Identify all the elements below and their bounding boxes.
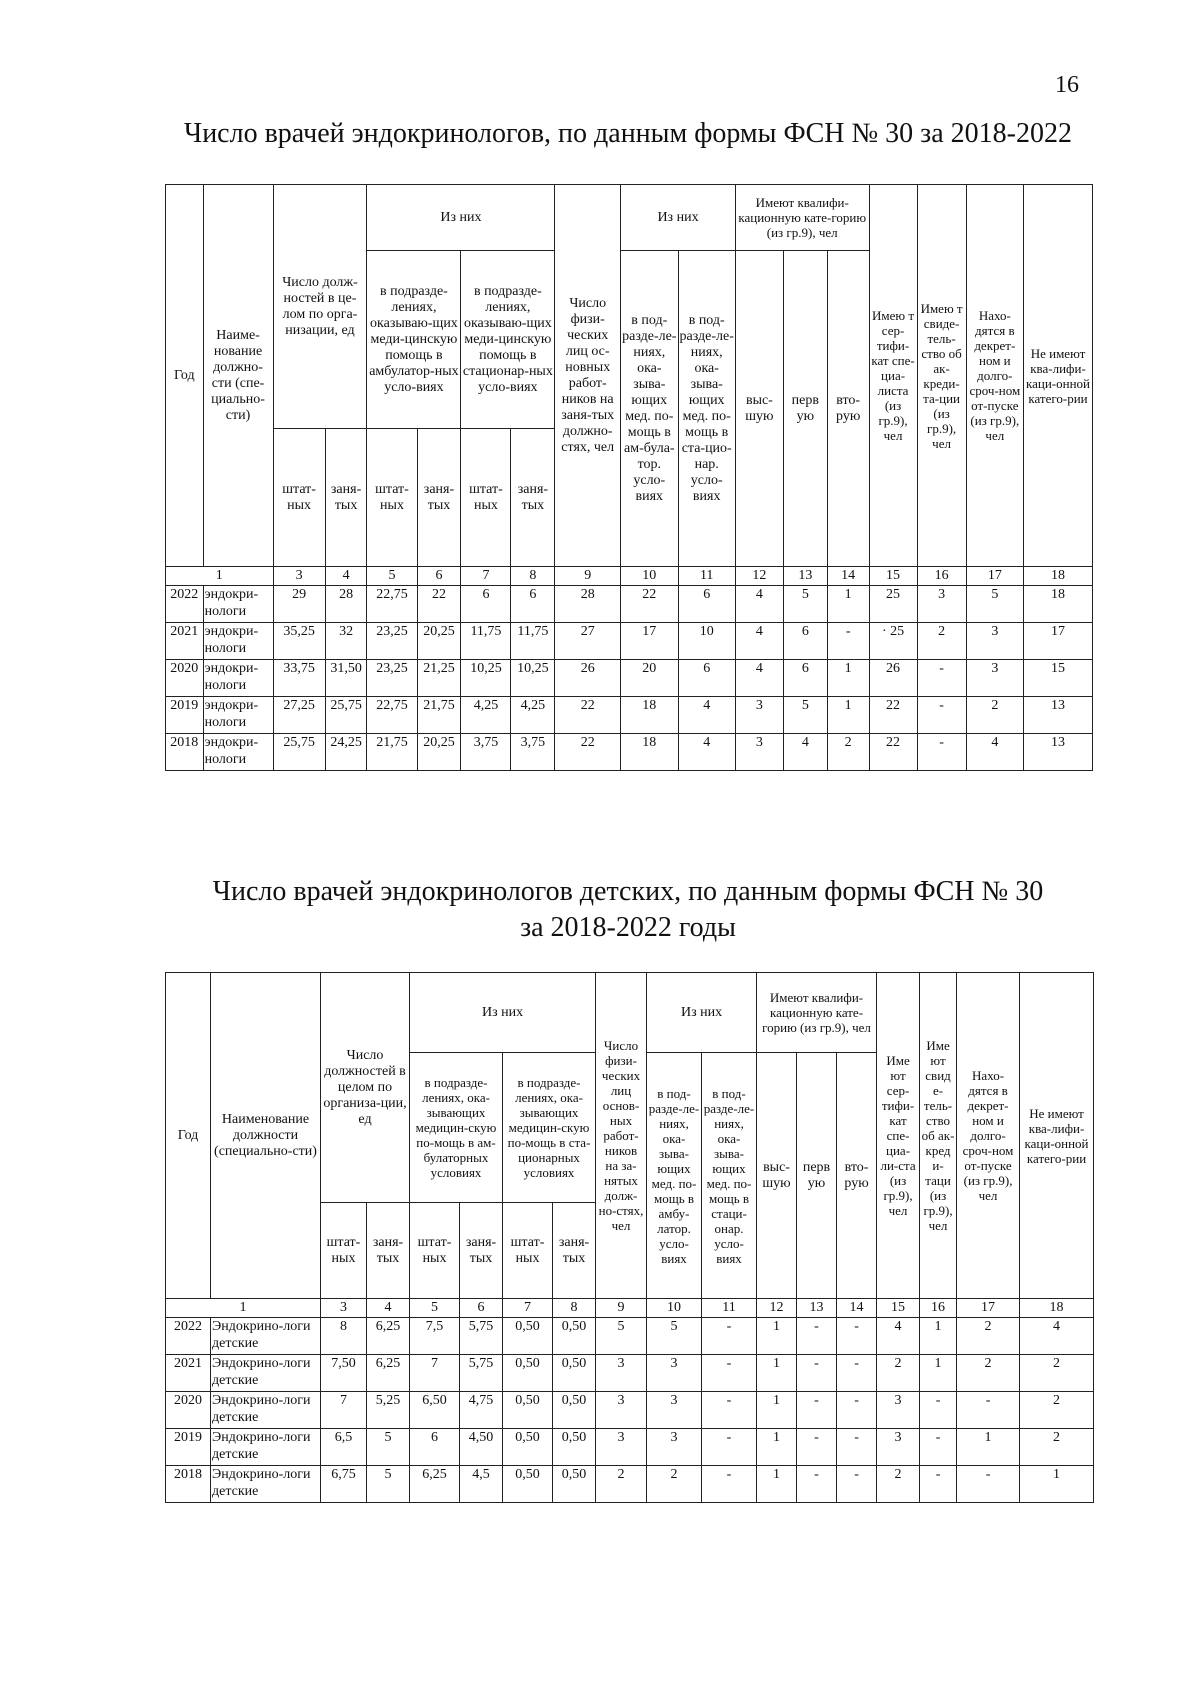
col-number: 16	[920, 1299, 957, 1318]
value-cell: -	[917, 660, 966, 697]
value-cell: 3	[596, 1429, 647, 1466]
value-cell: 31,50	[325, 660, 367, 697]
value-cell: -	[920, 1466, 957, 1503]
value-cell: 1	[827, 660, 869, 697]
value-cell: 3	[647, 1429, 702, 1466]
value-cell: 1	[827, 586, 869, 623]
value-cell: 7,5	[410, 1318, 460, 1355]
specialty-cell: Эндокрино-логи детские	[211, 1466, 321, 1503]
header-staff: штат-ных	[321, 1203, 367, 1299]
value-cell: 0,50	[503, 1392, 553, 1429]
column-number-row	[166, 567, 1093, 586]
header-second: вто-рую	[827, 251, 869, 567]
value-cell: -	[957, 1466, 1020, 1503]
value-cell: 22	[417, 586, 461, 623]
specialty-cell: эндокри-нологи	[203, 660, 273, 697]
value-cell: 5	[367, 1429, 410, 1466]
table-row	[166, 734, 1093, 771]
value-cell: 6	[678, 660, 735, 697]
value-cell: 3	[735, 734, 783, 771]
value-cell: 3,75	[461, 734, 511, 771]
header-year: Год	[166, 973, 211, 1299]
specialty-cell: эндокри-нологи	[203, 623, 273, 660]
header-persons-ambulatory: в под-разде-ле-ниях, ока-зыва-ющих мед. по-мощь в амбу-латор. усло-виях	[647, 1053, 702, 1299]
value-cell: 3	[647, 1392, 702, 1429]
header-persons-ambulatory: в под-разде-ле-ниях, ока-зыва-ющих мед. по-мощь в ам-була-тор. усло-виях	[621, 251, 678, 567]
year-cell: 2019	[166, 697, 204, 734]
table-row	[166, 660, 1093, 697]
header-staff: штат-ных	[461, 429, 511, 567]
value-cell: -	[702, 1466, 757, 1503]
value-cell: 2	[917, 623, 966, 660]
specialty-cell: эндокри-нологи	[203, 697, 273, 734]
value-cell: 6,5	[321, 1429, 367, 1466]
column-number-row	[166, 1299, 1094, 1318]
header-leave: Нахо-дятся в декрет-ном и долго-сроч-ном от-пуске (из гр.9), чел	[957, 973, 1020, 1299]
value-cell: 4	[678, 734, 735, 771]
header-accreditation: Име ют свид е-тель-ство об ак-кред и-таци (из гр.9), чел	[920, 973, 957, 1299]
value-cell: 6,25	[367, 1318, 410, 1355]
col-number: 18	[1020, 1299, 1094, 1318]
value-cell: 24,25	[325, 734, 367, 771]
header-occupied: заня-тых	[460, 1203, 503, 1299]
value-cell: 2	[1020, 1355, 1094, 1392]
col-number: 12	[757, 1299, 797, 1318]
value-cell: -	[827, 623, 869, 660]
header-ambulatory: в подразде-лениях, оказываю-щих меди-цинскую помощь в амбулатор-ных усло-виях	[367, 251, 461, 429]
header-of-them: Из них	[367, 185, 555, 251]
table-row	[166, 623, 1093, 660]
value-cell: 6	[461, 586, 511, 623]
header-staff: штат-ных	[367, 429, 417, 567]
col-number: 5	[367, 567, 417, 586]
col-number: 13	[783, 567, 827, 586]
value-cell: 18	[621, 734, 678, 771]
value-cell: 28	[555, 586, 621, 623]
header-accreditation: Имею т свиде-тель-ство об ак-креди-та-ции (из гр.9), чел	[917, 185, 966, 567]
value-cell: 4	[735, 586, 783, 623]
header-highest: выс-шую	[757, 1053, 797, 1299]
value-cell: 35,25	[273, 623, 325, 660]
value-cell: 6	[511, 586, 555, 623]
col-number: 18	[1024, 567, 1093, 586]
value-cell: -	[797, 1429, 837, 1466]
col-number: 15	[877, 1299, 920, 1318]
header-no-qualification: Не имеют ква-лифи-каци-онной катего-рии	[1020, 973, 1094, 1299]
value-cell: 2	[966, 697, 1023, 734]
header-persons: Число физи-ческих лиц ос-новных работ-ников на заня-тых должно-стях, чел	[555, 185, 621, 567]
value-cell: 18	[1024, 586, 1093, 623]
value-cell: 11,75	[511, 623, 555, 660]
value-cell: 1	[827, 697, 869, 734]
header-ambulatory: в подразде-лениях, ока-зывающих медицин-скую по-мощь в ам-булаторных условиях	[410, 1053, 503, 1203]
value-cell: 6	[783, 660, 827, 697]
header-first: перв ую	[783, 251, 827, 567]
value-cell: 1	[757, 1429, 797, 1466]
col-number: 11	[702, 1299, 757, 1318]
value-cell: 4,25	[461, 697, 511, 734]
value-cell: · 25	[869, 623, 917, 660]
table-pediatric-endocrinologists	[165, 972, 1094, 1503]
header-highest: выс-шую	[735, 251, 783, 567]
col-number: 17	[966, 567, 1023, 586]
value-cell: 6,75	[321, 1466, 367, 1503]
header-occupied: заня-тых	[511, 429, 555, 567]
value-cell: 7,50	[321, 1355, 367, 1392]
specialty-cell: Эндокрино-логи детские	[211, 1429, 321, 1466]
header-positions-total: Число должностей в целом по организа-ции, ед	[321, 973, 410, 1203]
value-cell: 27,25	[273, 697, 325, 734]
value-cell: 4	[735, 660, 783, 697]
year-cell: 2022	[166, 1318, 211, 1355]
header-staff: штат-ных	[410, 1203, 460, 1299]
col-number: 11	[678, 567, 735, 586]
value-cell: 7	[321, 1392, 367, 1429]
header-year: Год	[166, 185, 204, 567]
value-cell: 8	[321, 1318, 367, 1355]
value-cell: 0,50	[503, 1318, 553, 1355]
value-cell: 28	[325, 586, 367, 623]
header-leave: Нахо-дятся в декрет-ном и долго-сроч-ном от-пуске (из гр.9), чел	[966, 185, 1023, 567]
value-cell: 2	[827, 734, 869, 771]
value-cell: 22	[555, 734, 621, 771]
value-cell: 25,75	[325, 697, 367, 734]
value-cell: 4,75	[460, 1392, 503, 1429]
table-row	[166, 1392, 1094, 1429]
header-position-name: Наиме-нование должно-сти (спе-циально-сти)	[203, 185, 273, 567]
value-cell: 1	[920, 1355, 957, 1392]
value-cell: 0,50	[503, 1355, 553, 1392]
value-cell: 20	[621, 660, 678, 697]
value-cell: 13	[1024, 697, 1093, 734]
header-first: перв ую	[797, 1053, 837, 1299]
value-cell: 7	[410, 1355, 460, 1392]
value-cell: -	[797, 1392, 837, 1429]
value-cell: 4	[877, 1318, 920, 1355]
table1-title: Число врачей эндокринологов, по данным формы ФСН № 30 за 2018-2022	[184, 118, 1072, 149]
value-cell: 0,50	[553, 1318, 596, 1355]
header-of-them-persons: Из них	[621, 185, 736, 251]
header-second: вто-рую	[837, 1053, 877, 1299]
value-cell: 3	[877, 1392, 920, 1429]
value-cell: 18	[621, 697, 678, 734]
header-occupied: заня-тых	[325, 429, 367, 567]
col-number: 14	[827, 567, 869, 586]
year-cell: 2022	[166, 586, 204, 623]
value-cell: 17	[621, 623, 678, 660]
value-cell: 2	[877, 1466, 920, 1503]
value-cell: 5	[596, 1318, 647, 1355]
value-cell: -	[837, 1429, 877, 1466]
col-number: 6	[460, 1299, 503, 1318]
value-cell: 6,50	[410, 1392, 460, 1429]
col-number: 16	[917, 567, 966, 586]
value-cell: 4	[783, 734, 827, 771]
value-cell: 0,50	[503, 1429, 553, 1466]
value-cell: -	[797, 1355, 837, 1392]
table-row	[166, 586, 1093, 623]
year-cell: 2018	[166, 1466, 211, 1503]
value-cell: 2	[1020, 1392, 1094, 1429]
value-cell: 5	[367, 1466, 410, 1503]
year-cell: 2020	[166, 1392, 211, 1429]
value-cell: 1	[757, 1318, 797, 1355]
value-cell: -	[917, 734, 966, 771]
col-number: 10	[647, 1299, 702, 1318]
col-number: 4	[325, 567, 367, 586]
value-cell: 2	[596, 1466, 647, 1503]
value-cell: 4	[1020, 1318, 1094, 1355]
header-stationary: в подразде-лениях, ока-зывающих медицин-скую по-мощь в ста-ционарных условиях	[503, 1053, 596, 1203]
table-row	[166, 1355, 1094, 1392]
value-cell: 23,25	[367, 660, 417, 697]
year-cell: 2021	[166, 623, 204, 660]
value-cell: 5	[783, 586, 827, 623]
col-number: 7	[503, 1299, 553, 1318]
value-cell: 3	[596, 1355, 647, 1392]
value-cell: 21,75	[367, 734, 417, 771]
value-cell: 3	[966, 660, 1023, 697]
header-stationary: в подразде-лениях, оказываю-щих меди-цинскую помощь в стационар-ных усло-виях	[461, 251, 555, 429]
value-cell: -	[702, 1355, 757, 1392]
value-cell: 2	[957, 1355, 1020, 1392]
specialty-cell: Эндокрино-логи детские	[211, 1318, 321, 1355]
col-number: 14	[837, 1299, 877, 1318]
value-cell: -	[957, 1392, 1020, 1429]
value-cell: 26	[555, 660, 621, 697]
value-cell: 20,25	[417, 734, 461, 771]
col-number: 1	[166, 1299, 321, 1318]
col-number: 13	[797, 1299, 837, 1318]
value-cell: 21,25	[417, 660, 461, 697]
header-occupied: заня-тых	[417, 429, 461, 567]
table-row	[166, 1318, 1094, 1355]
value-cell: 2	[877, 1355, 920, 1392]
value-cell: 17	[1024, 623, 1093, 660]
value-cell: -	[837, 1466, 877, 1503]
header-certificate: Имею т сер-тифи-кат спе-циа-листа (из гр.9), чел	[869, 185, 917, 567]
value-cell: 22,75	[367, 586, 417, 623]
value-cell: 1	[757, 1392, 797, 1429]
value-cell: -	[702, 1429, 757, 1466]
value-cell: -	[702, 1318, 757, 1355]
header-persons-stationary: в под-разде-ле-ниях, ока-зыва-ющих мед. по-мощь в стаци-онар. усло-виях	[702, 1053, 757, 1299]
header-of-them: Из них	[410, 973, 596, 1053]
value-cell: 2	[1020, 1429, 1094, 1466]
value-cell: 5,25	[367, 1392, 410, 1429]
header-staff: штат-ных	[503, 1203, 553, 1299]
year-cell: 2021	[166, 1355, 211, 1392]
value-cell: 3	[966, 623, 1023, 660]
value-cell: 26	[869, 660, 917, 697]
value-cell: 3	[647, 1355, 702, 1392]
value-cell: 3,75	[511, 734, 555, 771]
col-number: 3	[273, 567, 325, 586]
value-cell: 15	[1024, 660, 1093, 697]
value-cell: -	[917, 697, 966, 734]
value-cell: 23,25	[367, 623, 417, 660]
year-cell: 2019	[166, 1429, 211, 1466]
header-qualification: Имеют квалифи-кационную кате-горию (из гр.9), чел	[757, 973, 877, 1053]
value-cell: 4,25	[511, 697, 555, 734]
value-cell: 6,25	[410, 1466, 460, 1503]
value-cell: 27	[555, 623, 621, 660]
value-cell: 3	[596, 1392, 647, 1429]
value-cell: 4	[678, 697, 735, 734]
col-number: 3	[321, 1299, 367, 1318]
header-qualification: Имеют квалифи-кационную кате-горию (из гр.9), чел	[735, 185, 869, 251]
value-cell: 2	[957, 1318, 1020, 1355]
header-persons: Число физи-ческих лиц основ-ных работ-ников на за-нятых долж-но-стях, чел	[596, 973, 647, 1299]
col-number: 12	[735, 567, 783, 586]
year-cell: 2020	[166, 660, 204, 697]
value-cell: 1	[920, 1318, 957, 1355]
value-cell: 22,75	[367, 697, 417, 734]
header-persons-stationary: в под-разде-ле-ниях, ока-зыва-ющих мед. по-мощь в ста-цио-нар. усло-виях	[678, 251, 735, 567]
col-number: 1	[166, 567, 274, 586]
value-cell: 10,25	[511, 660, 555, 697]
col-number: 5	[410, 1299, 460, 1318]
value-cell: 4,50	[460, 1429, 503, 1466]
value-cell: 22	[555, 697, 621, 734]
value-cell: 0,50	[553, 1392, 596, 1429]
value-cell: 10	[678, 623, 735, 660]
table-adult-endocrinologists	[165, 184, 1093, 771]
value-cell: 11,75	[461, 623, 511, 660]
value-cell: 25,75	[273, 734, 325, 771]
header-of-them-persons: Из них	[647, 973, 757, 1053]
table-row	[166, 1466, 1094, 1503]
col-number: 8	[511, 567, 555, 586]
value-cell: 1	[957, 1429, 1020, 1466]
value-cell: 1	[757, 1466, 797, 1503]
page-number: 16	[1055, 72, 1079, 98]
value-cell: -	[797, 1318, 837, 1355]
value-cell: 2	[647, 1466, 702, 1503]
value-cell: 29	[273, 586, 325, 623]
col-number: 10	[621, 567, 678, 586]
header-occupied: заня-тых	[553, 1203, 596, 1299]
value-cell: 1	[1020, 1466, 1094, 1503]
value-cell: -	[920, 1392, 957, 1429]
specialty-cell: эндокри-нологи	[203, 586, 273, 623]
value-cell: 10,25	[461, 660, 511, 697]
value-cell: -	[702, 1392, 757, 1429]
value-cell: 5	[783, 697, 827, 734]
col-number: 8	[553, 1299, 596, 1318]
value-cell: 22	[621, 586, 678, 623]
header-positions-total: Число долж-ностей в це-лом по орга-низации, ед	[273, 185, 367, 429]
value-cell: 6	[410, 1429, 460, 1466]
specialty-cell: Эндокрино-логи детские	[211, 1355, 321, 1392]
value-cell: 3	[917, 586, 966, 623]
value-cell: 0,50	[553, 1355, 596, 1392]
value-cell: 32	[325, 623, 367, 660]
col-number: 15	[869, 567, 917, 586]
value-cell: 4	[966, 734, 1023, 771]
value-cell: 5	[966, 586, 1023, 623]
value-cell: 20,25	[417, 623, 461, 660]
value-cell: 6	[783, 623, 827, 660]
specialty-cell: Эндокрино-логи детские	[211, 1392, 321, 1429]
value-cell: 5	[647, 1318, 702, 1355]
header-position-name: Наименование должности (специально-сти)	[211, 973, 321, 1299]
value-cell: 13	[1024, 734, 1093, 771]
col-number: 4	[367, 1299, 410, 1318]
year-cell: 2018	[166, 734, 204, 771]
value-cell: 0,50	[503, 1466, 553, 1503]
value-cell: -	[797, 1466, 837, 1503]
header-staff: штат-ных	[273, 429, 325, 567]
col-number: 9	[555, 567, 621, 586]
header-occupied: заня-тых	[367, 1203, 410, 1299]
value-cell: 6	[678, 586, 735, 623]
value-cell: 3	[877, 1429, 920, 1466]
value-cell: 5,75	[460, 1355, 503, 1392]
value-cell: 6,25	[367, 1355, 410, 1392]
value-cell: 21,75	[417, 697, 461, 734]
value-cell: 1	[757, 1355, 797, 1392]
table2-title-line2: за 2018-2022 годы	[520, 912, 736, 943]
col-number: 7	[461, 567, 511, 586]
col-number: 6	[417, 567, 461, 586]
value-cell: -	[920, 1429, 957, 1466]
value-cell: 33,75	[273, 660, 325, 697]
table-row	[166, 697, 1093, 734]
value-cell: 0,50	[553, 1466, 596, 1503]
value-cell: 22	[869, 734, 917, 771]
value-cell: 5,75	[460, 1318, 503, 1355]
value-cell: -	[837, 1318, 877, 1355]
value-cell: 4	[735, 623, 783, 660]
col-number: 17	[957, 1299, 1020, 1318]
specialty-cell: эндокри-нологи	[203, 734, 273, 771]
value-cell: 0,50	[553, 1429, 596, 1466]
value-cell: -	[837, 1392, 877, 1429]
header-certificate: Име ют сер-тифи-кат спе-циа-ли-ста (из гр.9), чел	[877, 973, 920, 1299]
value-cell: 3	[735, 697, 783, 734]
value-cell: 22	[869, 697, 917, 734]
table2-title-line1: Число врачей эндокринологов детских, по данным формы ФСН № 30	[212, 876, 1044, 907]
table-row	[166, 1429, 1094, 1466]
value-cell: 25	[869, 586, 917, 623]
value-cell: -	[837, 1355, 877, 1392]
header-no-qualification: Не имеют ква-лифи-каци-онной катего-рии	[1024, 185, 1093, 567]
col-number: 9	[596, 1299, 647, 1318]
value-cell: 4,5	[460, 1466, 503, 1503]
